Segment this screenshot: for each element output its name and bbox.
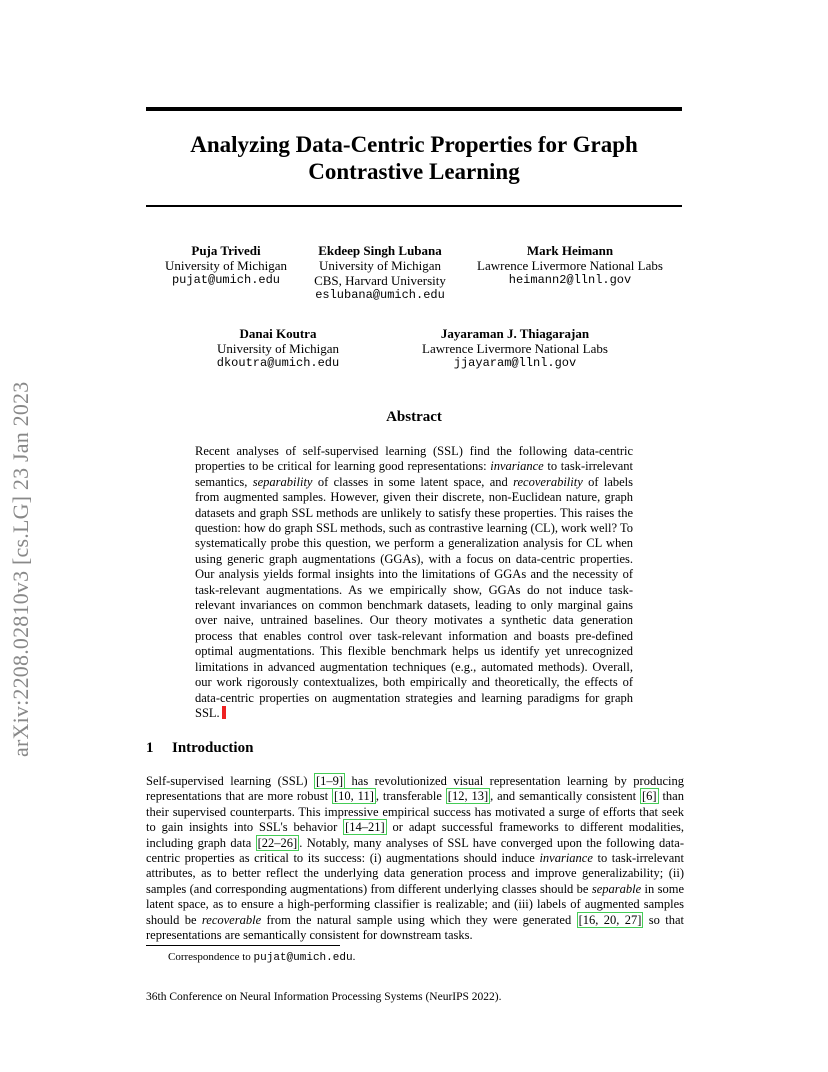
- footnote: Correspondence to pujat@umich.edu.: [168, 951, 356, 964]
- citation-link[interactable]: [10, 11]: [334, 789, 374, 804]
- author-block: [206, 326, 350, 371]
- paper-title: Analyzing Data-Centric Properties for Graph Contrastive Learning: [190, 132, 638, 184]
- annotation-marker: [222, 706, 226, 719]
- top-rule: [146, 107, 682, 111]
- author-name: Mark Heimann: [526, 243, 614, 258]
- author-block: [160, 243, 292, 288]
- section-number: 1: [146, 740, 154, 756]
- abstract-heading: Abstract: [386, 409, 442, 425]
- author-block: [302, 243, 458, 303]
- citation-link[interactable]: [22–26]: [257, 835, 298, 850]
- author-email[interactable]: jjayaram@llnl.gov: [453, 356, 577, 370]
- citation-link[interactable]: [6]: [642, 789, 657, 804]
- arxiv-identifier: arXiv:2208.02810v3 [cs.LG] 23 Jan 2023: [8, 381, 33, 757]
- author-name: Puja Trivedi: [191, 243, 261, 258]
- author-affiliation: Lawrence Livermore National Labs: [477, 258, 663, 273]
- author-affiliation: CBS, Harvard University: [314, 273, 446, 288]
- section-title: Introduction: [172, 740, 254, 756]
- intro-paragraph: Self-supervised learning (SSL) [1–9] has revolutionized visual representation learning by producing representations that are more robust [10, 11] , transferable [12, 13] , and semantically consistent [6] than their supervised counterparts. This impressive empirical success has motivated a surge of efforts that seek to gain insights into SSL's behavior [14–21] or adapt successful frameworks to different modalities, including graph data [22–26] . Notably, many analyses of SSL have converged upon the following data-centric properties as critical to its success: (i) augmentations should induce invariance to task-irrelevant attributes, as to better reflect the underlying data generation process and improve generalizability; (ii) samples (and corresponding augmentations) from different underlying classes should be separable in some latent space, as to ensure a high-performing classifier is realizable; and (iii) labels of augmented samples should be recoverable from the natural sample using which they were generated [16, 20, 27] so that representations are semantically consistent for downstream tasks.: [146, 774, 685, 943]
- author-block: [466, 243, 674, 288]
- citation-link[interactable]: [14–21]: [345, 820, 385, 835]
- author-email[interactable]: eslubana@umich.edu: [315, 288, 445, 302]
- author-affiliation: University of Michigan: [216, 341, 340, 356]
- citation-link[interactable]: [16, 20, 27]: [578, 912, 642, 927]
- citation-link[interactable]: [12, 13]: [447, 789, 489, 804]
- author-name: Danai Koutra: [239, 326, 317, 341]
- author-email[interactable]: pujat@umich.edu: [171, 273, 281, 287]
- author-affiliation: Lawrence Livermore National Labs: [422, 341, 608, 356]
- author-email[interactable]: heimann2@llnl.gov: [508, 273, 632, 287]
- title-rule: [146, 205, 682, 207]
- author-name: Jayaraman J. Thiagarajan: [440, 326, 590, 341]
- author-block: [410, 326, 620, 371]
- footnote-rule: [146, 945, 340, 946]
- author-affiliation: University of Michigan: [164, 258, 288, 273]
- author-name: Ekdeep Singh Lubana: [318, 243, 442, 258]
- citation-link[interactable]: [1–9]: [315, 774, 344, 788]
- abstract-body: Recent analyses of self-supervised learning (SSL) find the following data-centric properties to be critical for learning good representations: invariance to task-irrelevant semantics, separability of classes in some latent space, and recoverability of labels from augmented samples. However, given their discrete, non-Euclidean nature, graph datasets and graph SSL methods are unlikely to satisfy these properties. This raises the question: how do graph SSL methods, such as contrastive learning (CL), work well? To systematically probe this question, we perform a generalization analysis for CL when using generic graph augmentations (GGAs), with a focus on data-centric properties. Our analysis yields formal insights into the limitations of GGAs and the necessity of task-relevant augmentations. As we empirically show, GGAs do not induce task-relevant invariances on common benchmark datasets, leading to only marginal gains over naive, untrained baselines. Our theory motivates a synthetic data generation process that enables control over task-relevant information and boasts pre-defined optimal augmentations. This flexible benchmark helps us identify yet unrecognized limitations in advanced augmentation techniques (e.g., automated methods). Overall, our work rigorously contextualizes, both empirically and theoretically, the effects of data-centric properties on augmentation strategies and learning paradigms for graph SSL.: [195, 444, 634, 720]
- author-affiliation: University of Michigan: [318, 258, 442, 273]
- author-email[interactable]: dkoutra@umich.edu: [216, 356, 340, 370]
- venue-footer: 36th Conference on Neural Information Processing Systems (NeurIPS 2022).: [146, 991, 502, 1003]
- section-heading: [146, 740, 253, 757]
- footnote-email[interactable]: pujat@umich.edu: [253, 952, 353, 964]
